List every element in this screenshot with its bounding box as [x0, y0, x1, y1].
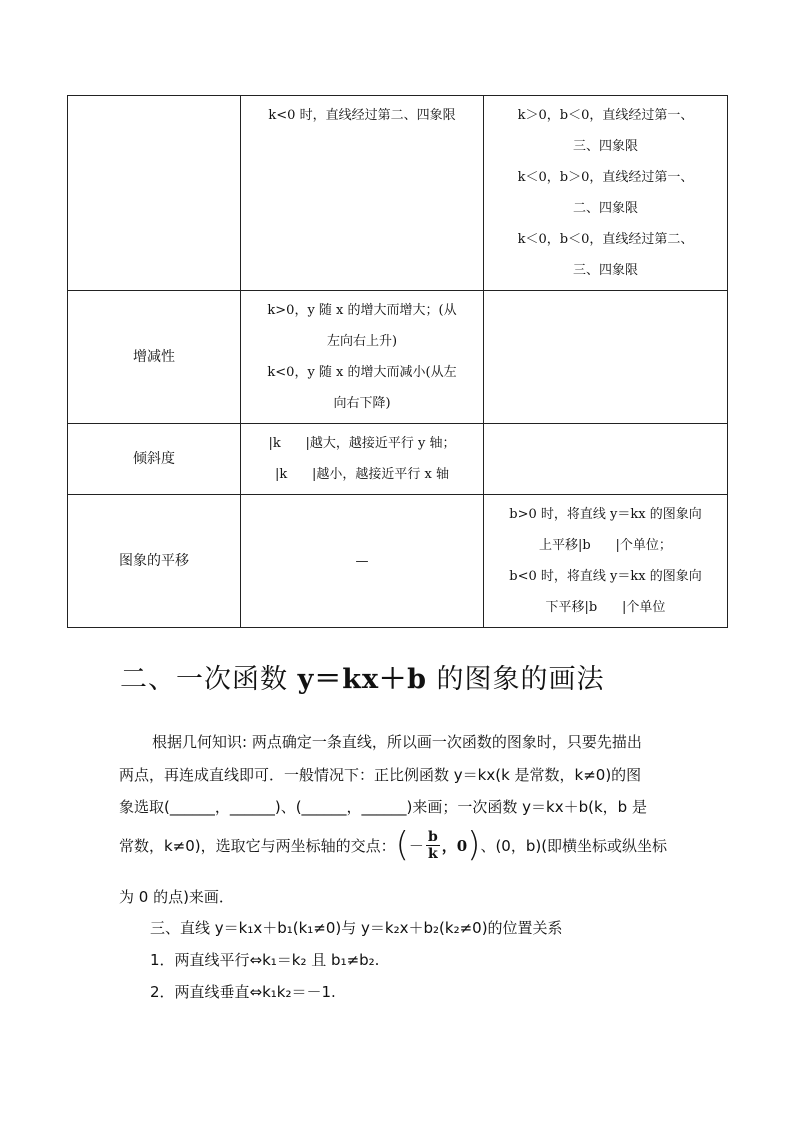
cell-text: k＞0，b＜0，直线经过第一、 [517, 108, 694, 123]
paragraph-text: 、(0，b)(即横坐标或纵坐标 [480, 836, 668, 855]
cell-text: b<0 时，将直线 y＝kx 的图象向 [509, 569, 702, 584]
table-cell [241, 424, 484, 495]
row-label: 图象的平移 [68, 495, 241, 628]
table-cell-empty [484, 424, 728, 495]
paragraph-line: 象选取(______，______)、(______，______)来画；一次函数 y＝kx＋b(k，b 是 [119, 798, 647, 816]
cell-text: 左向右上升) [326, 334, 398, 349]
cell-text: 三、四象限 [572, 263, 638, 278]
row-label: 增减性 [68, 291, 241, 424]
fraction-denominator: k [427, 845, 438, 862]
fraction [426, 829, 440, 862]
paragraph-text: 常数，k≠0)，选取它与两坐标轴的交点： [119, 836, 396, 855]
cell-text: 下平移|b |个单位 [545, 600, 666, 615]
table-cell [241, 96, 484, 291]
cell-text: |k |越大，越接近平行 y 轴； [268, 436, 456, 451]
cell-text: 向右下降) [333, 396, 391, 411]
cell-text: k<0 时，直线经过第二、四象限 [268, 108, 456, 123]
cell-text: 三、四象限 [572, 139, 638, 154]
cell-text: k＜0，b＜0，直线经过第二、 [517, 232, 694, 247]
list-item: 2．两直线垂直⇔k₁k₂＝－1. [150, 983, 336, 1001]
section-heading [120, 657, 605, 696]
table-row [68, 96, 728, 291]
paragraph-line: 根据几何知识: 两点确定一条直线，所以画一次函数的图象时，只要先描出 [152, 733, 642, 751]
table-cell-empty [68, 96, 241, 291]
table-row [68, 291, 728, 424]
cell-text: 上平移|b |个单位； [539, 538, 672, 553]
intercept-point [395, 825, 481, 865]
right-paren: ) [467, 825, 481, 865]
table-row [68, 495, 728, 628]
point-tail: ，0 [441, 836, 468, 855]
paragraph-line: 两点，再连成直线即可．一般情况下：正比例函数 y＝kx(k 是常数，k≠0)的图 [119, 766, 642, 784]
minus-sign: － [408, 836, 424, 855]
table-cell [484, 96, 728, 291]
cell-text: b>0 时，将直线 y＝kx 的图象向 [509, 507, 702, 522]
paragraph-line [119, 825, 668, 865]
heading-formula: y＝kx＋b [297, 664, 427, 695]
cell-text: k>0，y 随 x 的增大而增大；(从 [267, 303, 457, 318]
section-title: 三、直线 y＝k₁x＋b₁(k₁≠0)与 y＝k₂x＋b₂(k₂≠0)的位置关系 [150, 919, 563, 937]
paragraph-line: 为 0 的点)来画． [119, 888, 234, 906]
cell-text: k<0，y 随 x 的增大而减小(从左 [267, 365, 457, 380]
list-item: 1．两直线平行⇔k₁＝k₂ 且 b₁≠b₂. [150, 951, 380, 969]
heading-prefix: 二、一次函数 [120, 664, 298, 695]
heading-suffix: 的图象的画法 [426, 664, 605, 695]
table-cell: — [241, 495, 484, 628]
table-cell-empty [484, 291, 728, 424]
cell-text: 二、四象限 [572, 201, 638, 216]
left-paren: ( [395, 825, 409, 865]
cell-text: |k |越小，越接近平行 x 轴 [274, 467, 450, 482]
row-label: 倾斜度 [68, 424, 241, 495]
fraction-numerator: b [427, 828, 438, 845]
table-cell [484, 495, 728, 628]
table-cell [241, 291, 484, 424]
table-row [68, 424, 728, 495]
properties-table [67, 95, 728, 628]
cell-text: k＜0，b＞0，直线经过第一、 [517, 170, 694, 185]
